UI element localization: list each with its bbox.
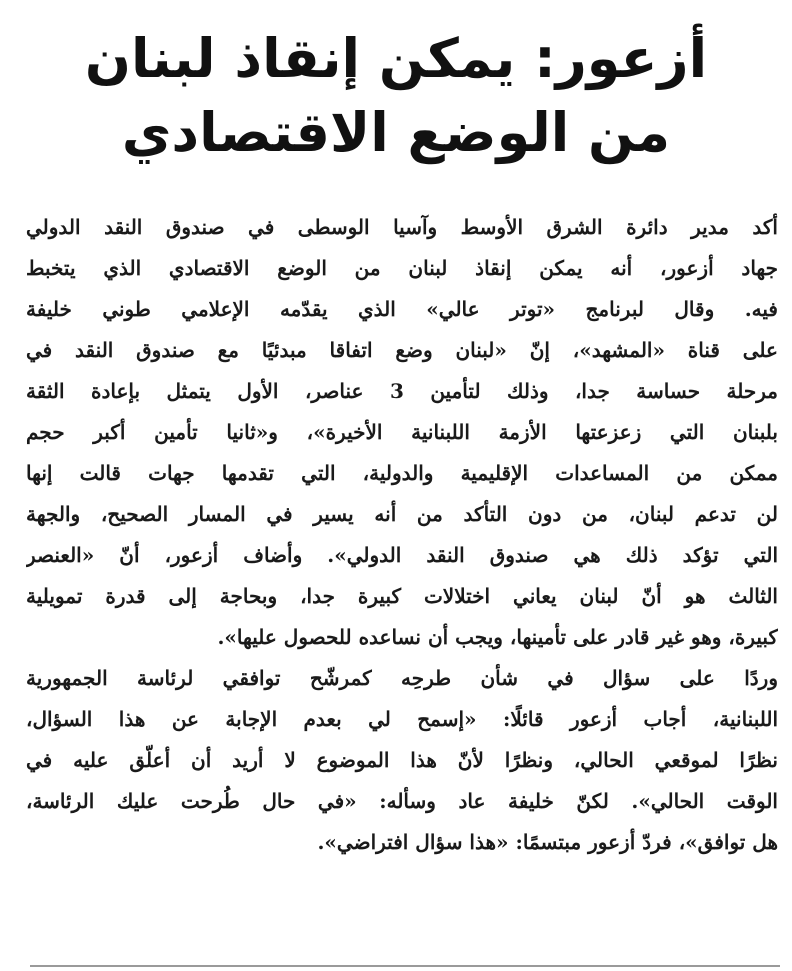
body-line: الثالث هو أنّ لبنان يعاني اختلالات كبيرة جدا، وبحاجة إلى قدرة تمويلية	[26, 584, 778, 608]
body-line: مرحلة حساسة جدا، وذلك لتأمين 3 عناصر، الأول يتمثل بإعادة الثقة	[26, 379, 778, 403]
body-line: نظرًا لموقعي الحالي، ونظرًا لأنّ هذا الموضوع لا أريد أن أعلّق عليه في	[26, 748, 778, 772]
body-line: كبيرة، وهو غير قادر على تأمينها، ويجب أن نساعده للحصول عليها».	[217, 625, 778, 649]
article-body	[26, 207, 778, 863]
body-line: بلبنان التي زعزعتها الأزمة اللبنانية الأخيرة»، و«ثانيا تأمين أكبر حجم	[26, 420, 778, 444]
body-line: على قناة «المشهد»، إنّ «لبنان وضع اتفاقا مبدئيًا مع صندوق النقد في	[26, 338, 778, 362]
body-line: وردًا على سؤال في شأن طرحِه كمرشّح توافقي لرئاسة الجمهورية	[26, 666, 778, 690]
body-line: الوقت الحالي». لكنّ خليفة عاد وسأله: «في حال طُرحت عليك الرئاسة،	[26, 789, 778, 813]
body-line: التي تؤكد ذلك هي صندوق النقد الدولي». وأضاف أزعور، أنّ «العنصر	[26, 543, 778, 567]
body-line: فيه. وقال لبرنامج «توتر عالي» الذي يقدّمه الإعلامي طوني خليفة	[26, 297, 778, 321]
body-line: اللبنانية، أجاب أزعور قائلًا: «إسمح لي بعدم الإجابة عن هذا السؤال،	[26, 707, 778, 731]
article-headline	[20, 22, 772, 170]
body-line: جهاد أزعور، أنه يمكن إنقاذ لبنان من الوضع الاقتصادي الذي يتخبط	[26, 256, 778, 280]
headline-line: أزعور: يمكن إنقاذ لبنان	[84, 27, 708, 90]
body-line: أكد مدير دائرة الشرق الأوسط وآسيا الوسطى في صندوق النقد الدولي	[26, 215, 778, 239]
body-line: ممكن من المساعدات الإقليمية والدولية، التي تقدمها جهات قالت إنها	[26, 461, 778, 485]
headline-line: من الوضع الاقتصادي	[121, 101, 671, 164]
bottom-divider	[30, 965, 780, 967]
body-line: لن تدعم لبنان، من دون التأكد من أنه يسير في المسار الصحيح، والجهة	[26, 502, 778, 526]
body-line: هل توافق»، فردّ أزعور مبتسمًا: «هذا سؤال افتراضي».	[317, 830, 778, 854]
